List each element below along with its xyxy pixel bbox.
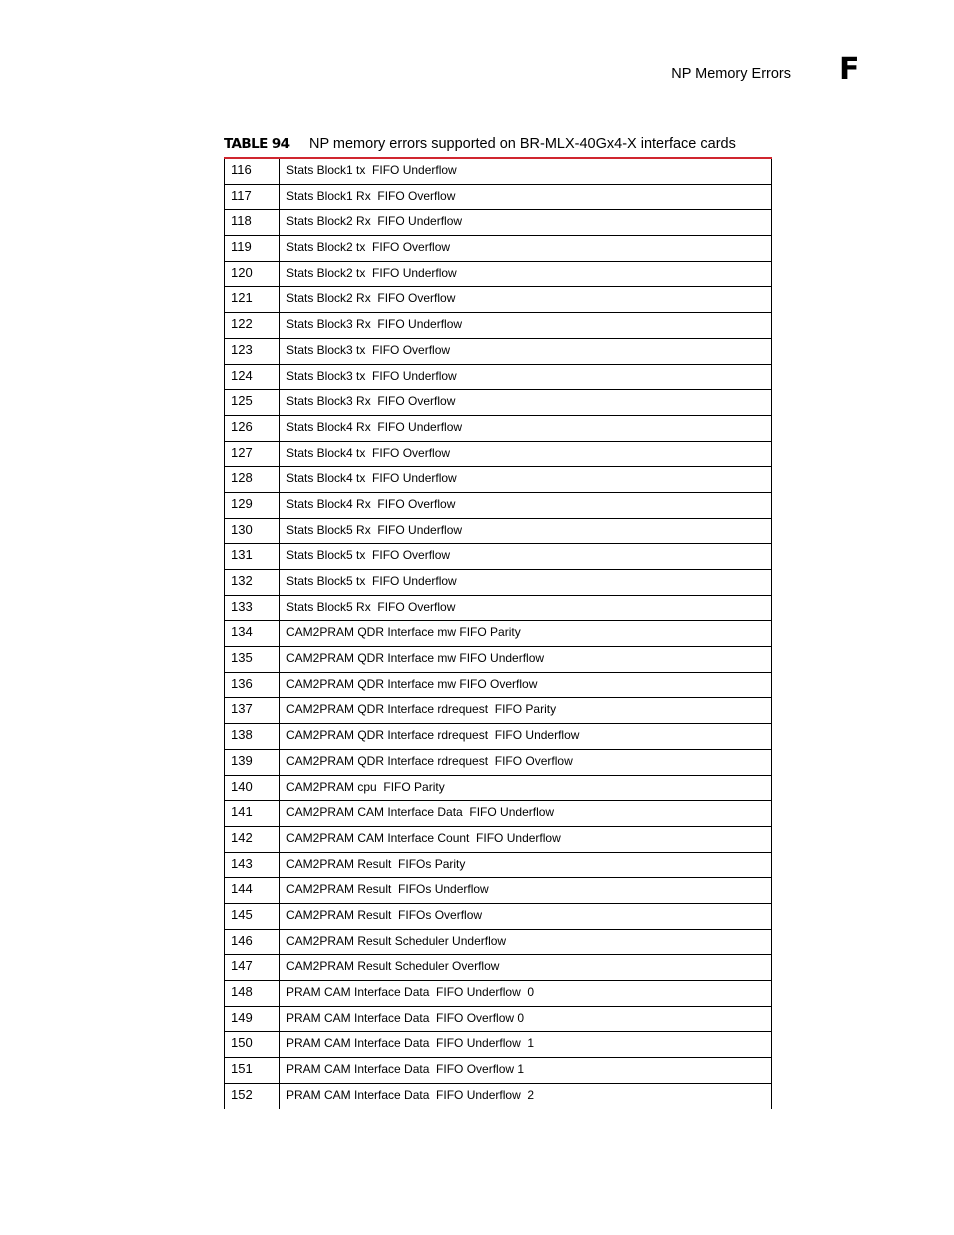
table-row: [224, 981, 772, 1007]
table-row: [224, 1007, 772, 1033]
table-row: [224, 416, 772, 442]
error-description-cell: CAM2PRAM QDR Interface rdrequest FIFO Underflow: [280, 724, 772, 749]
error-description-cell: Stats Block1 tx FIFO Underflow: [280, 159, 772, 184]
error-number-cell: 146: [224, 930, 280, 955]
table-row: [224, 365, 772, 391]
error-number-cell: 118: [224, 210, 280, 235]
running-header-title: NP Memory Errors: [671, 66, 791, 82]
table-row: [224, 210, 772, 236]
error-description-cell: Stats Block2 tx FIFO Overflow: [280, 236, 772, 261]
error-description-cell: CAM2PRAM Result FIFOs Parity: [280, 853, 772, 878]
error-number-cell: 144: [224, 878, 280, 903]
error-description-cell: CAM2PRAM Result FIFOs Overflow: [280, 904, 772, 929]
table-row: [224, 878, 772, 904]
error-number-cell: 133: [224, 596, 280, 621]
error-description-cell: CAM2PRAM QDR Interface rdrequest FIFO Overflow: [280, 750, 772, 775]
error-number-cell: 145: [224, 904, 280, 929]
np-memory-errors-table: [224, 157, 772, 1109]
error-description-cell: Stats Block4 Rx FIFO Underflow: [280, 416, 772, 441]
error-number-cell: 136: [224, 673, 280, 698]
table-row: [224, 673, 772, 699]
table-row: [224, 390, 772, 416]
table-row: [224, 724, 772, 750]
table-number: TABLE 94: [224, 136, 290, 152]
error-description-cell: PRAM CAM Interface Data FIFO Underflow 0: [280, 981, 772, 1006]
error-description-cell: Stats Block5 tx FIFO Underflow: [280, 570, 772, 595]
table-row: [224, 287, 772, 313]
error-number-cell: 149: [224, 1007, 280, 1032]
error-description-cell: Stats Block1 Rx FIFO Overflow: [280, 185, 772, 210]
table-row: [224, 904, 772, 930]
table-row: [224, 236, 772, 262]
error-description-cell: Stats Block5 Rx FIFO Underflow: [280, 519, 772, 544]
error-description-cell: Stats Block5 tx FIFO Overflow: [280, 544, 772, 569]
table-row: [224, 698, 772, 724]
error-number-cell: 123: [224, 339, 280, 364]
error-number-cell: 147: [224, 955, 280, 980]
error-description-cell: CAM2PRAM CAM Interface Data FIFO Underflow: [280, 801, 772, 826]
error-number-cell: 124: [224, 365, 280, 390]
error-number-cell: 125: [224, 390, 280, 415]
table-row: [224, 493, 772, 519]
table-row: [224, 313, 772, 339]
error-number-cell: 150: [224, 1032, 280, 1057]
error-number-cell: 121: [224, 287, 280, 312]
error-description-cell: Stats Block4 tx FIFO Underflow: [280, 467, 772, 492]
error-number-cell: 130: [224, 519, 280, 544]
error-number-cell: 140: [224, 776, 280, 801]
table-row: [224, 339, 772, 365]
table-row: [224, 930, 772, 956]
table-row: [224, 185, 772, 211]
table-row: [224, 544, 772, 570]
table-caption: [224, 134, 771, 154]
table-row: [224, 596, 772, 622]
error-number-cell: 143: [224, 853, 280, 878]
table-row: [224, 621, 772, 647]
table-row: [224, 776, 772, 802]
error-number-cell: 141: [224, 801, 280, 826]
table-row: [224, 1058, 772, 1084]
error-description-cell: PRAM CAM Interface Data FIFO Overflow 0: [280, 1007, 772, 1032]
error-number-cell: 148: [224, 981, 280, 1006]
error-number-cell: 131: [224, 544, 280, 569]
error-number-cell: 132: [224, 570, 280, 595]
error-number-cell: 127: [224, 442, 280, 467]
error-description-cell: CAM2PRAM Result Scheduler Overflow: [280, 955, 772, 980]
table-row: [224, 442, 772, 468]
table-row: [224, 801, 772, 827]
error-number-cell: 119: [224, 236, 280, 261]
error-description-cell: Stats Block2 Rx FIFO Underflow: [280, 210, 772, 235]
table-row: [224, 570, 772, 596]
error-description-cell: PRAM CAM Interface Data FIFO Overflow 1: [280, 1058, 772, 1083]
table-row: [224, 1032, 772, 1058]
error-description-cell: CAM2PRAM cpu FIFO Parity: [280, 776, 772, 801]
error-description-cell: Stats Block4 tx FIFO Overflow: [280, 442, 772, 467]
error-description-cell: CAM2PRAM Result Scheduler Underflow: [280, 930, 772, 955]
appendix-letter: F: [839, 52, 860, 87]
table-row: [224, 853, 772, 879]
error-number-cell: 142: [224, 827, 280, 852]
error-description-cell: CAM2PRAM QDR Interface rdrequest FIFO Parity: [280, 698, 772, 723]
error-number-cell: 129: [224, 493, 280, 518]
error-description-cell: CAM2PRAM CAM Interface Count FIFO Underflow: [280, 827, 772, 852]
error-description-cell: PRAM CAM Interface Data FIFO Underflow 1: [280, 1032, 772, 1057]
error-description-cell: CAM2PRAM QDR Interface mw FIFO Parity: [280, 621, 772, 646]
table-row: [224, 262, 772, 288]
error-number-cell: 126: [224, 416, 280, 441]
error-number-cell: 135: [224, 647, 280, 672]
table-row: [224, 1084, 772, 1110]
error-description-cell: Stats Block4 Rx FIFO Overflow: [280, 493, 772, 518]
table-title: NP memory errors supported on BR-MLX-40Gx4-X interface cards: [309, 136, 736, 152]
error-number-cell: 138: [224, 724, 280, 749]
error-number-cell: 139: [224, 750, 280, 775]
error-number-cell: 134: [224, 621, 280, 646]
error-number-cell: 117: [224, 185, 280, 210]
error-description-cell: CAM2PRAM Result FIFOs Underflow: [280, 878, 772, 903]
error-description-cell: CAM2PRAM QDR Interface mw FIFO Overflow: [280, 673, 772, 698]
error-number-cell: 116: [224, 159, 280, 184]
error-number-cell: 120: [224, 262, 280, 287]
table-row: [224, 827, 772, 853]
error-description-cell: Stats Block3 tx FIFO Overflow: [280, 339, 772, 364]
error-number-cell: 137: [224, 698, 280, 723]
error-description-cell: Stats Block2 tx FIFO Underflow: [280, 262, 772, 287]
error-description-cell: Stats Block3 Rx FIFO Overflow: [280, 390, 772, 415]
error-description-cell: Stats Block3 tx FIFO Underflow: [280, 365, 772, 390]
table-row: [224, 519, 772, 545]
table-row: [224, 955, 772, 981]
error-description-cell: Stats Block2 Rx FIFO Overflow: [280, 287, 772, 312]
table-row: [224, 750, 772, 776]
table-row: [224, 159, 772, 185]
table-row: [224, 647, 772, 673]
error-number-cell: 122: [224, 313, 280, 338]
error-number-cell: 151: [224, 1058, 280, 1083]
error-description-cell: Stats Block3 Rx FIFO Underflow: [280, 313, 772, 338]
error-description-cell: PRAM CAM Interface Data FIFO Underflow 2: [280, 1084, 772, 1110]
error-number-cell: 152: [224, 1084, 280, 1110]
table-row: [224, 467, 772, 493]
error-description-cell: CAM2PRAM QDR Interface mw FIFO Underflow: [280, 647, 772, 672]
error-number-cell: 128: [224, 467, 280, 492]
error-description-cell: Stats Block5 Rx FIFO Overflow: [280, 596, 772, 621]
